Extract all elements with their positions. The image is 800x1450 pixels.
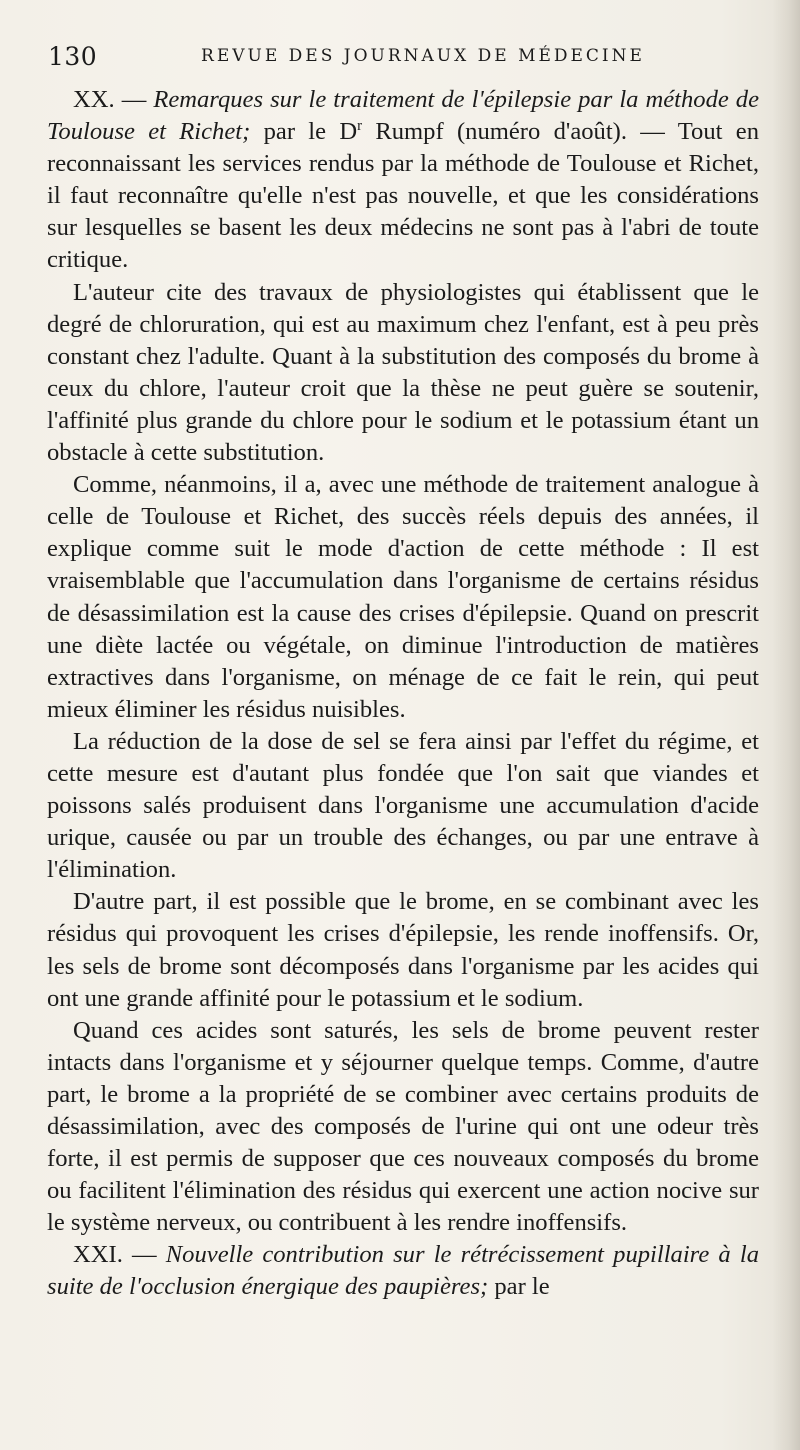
page-gutter-shadow	[772, 0, 800, 1450]
page-number: 130	[48, 42, 98, 71]
paragraph: Comme, néanmoins, il a, avec une méthode de traitement analogue à celle de Toulouse et Richet, des succès réels depuis des années, il explique comme suit le mode d'action de cette méthode : Il est vraisemblable que l'accumulation dans l'organisme de certains résidus de désassimilation est la cause des crises d'épilepsie. Quand on prescrit une diète lactée ou végétale, on diminue l'introduction de matières extractives dans l'organisme, on ménage de ce fait le rein, qui peut mieux éliminer les résidus nuisibles.	[47, 471, 759, 723]
section-title: Remarques sur le traitement de l'épilepsie par la méthode de Toulouse et Richet;	[47, 86, 760, 146]
section-number: XX.	[73, 86, 115, 113]
paragraph: D'autre part, il est possible que le brome, en se combinant avec les résidus qui provoquent les crises d'épilepsie, les rende inoffensifs. Or, les sels de brome sont décomposés dans l'organisme par les acides qui ont une grande affinité pour le potassium et le sodium.	[47, 888, 759, 1012]
running-head: REVUE DES JOURNAUX DE MÉDECINE	[201, 46, 645, 66]
paragraph-xxi	[47, 1239, 759, 1303]
article-body	[47, 84, 759, 1304]
paragraph: L'auteur cite des travaux de physiologistes qui établissent que le degré de chloruration, qui est au maximum chez l'enfant, est à peu près constant chez l'adulte. Quant à la substitution des composés du brome à ceux du chlore, l'auteur croit que la thèse ne peut guère se soutenir, l'affinité plus grande du chlore pour le sodium et le potassium étant un obstacle à cette substitution.	[47, 278, 759, 467]
section-title: Nouvelle contribution sur le rétrécissement pupillaire à la suite de l'occlusion énergique des paupières;	[47, 1241, 759, 1301]
paragraph-xx	[47, 84, 759, 277]
section-number: XXI.	[73, 1241, 123, 1269]
page-header	[48, 42, 758, 72]
paragraph: La réduction de la dose de sel se fera ainsi par l'effet du régime, et cette mesure est d'autant plus fondée que l'on sait que viandes et poissons salés produisent dans l'organisme une accumulation d'acide urique, causée ou par un trouble des échanges, ou par une entrave à l'élimination.	[47, 727, 759, 884]
author-prefix: par le D	[250, 118, 358, 146]
paragraph-text: Rumpf (numéro d'août). — Tout en reconnaissant les services rendus par la méthode de Toulouse et Richet, il faut reconnaître qu'elle n'est pas nouvelle, et que les considérations sur lesquelles se basent les deux médecins ne sont pas à l'abri de toute critique.	[47, 118, 760, 274]
section-dash: —	[114, 86, 154, 113]
section-dash: —	[122, 1241, 166, 1269]
author-title-superscript: r	[357, 117, 363, 134]
paragraph-text: par le	[488, 1273, 550, 1301]
paragraph: Quand ces acides sont saturés, les sels de brome peuvent rester intacts dans l'organisme et y séjourner quelque temps. Comme, d'autre part, le brome a la propriété de se combiner avec certains produits de désassimilation, avec des composés de l'urine qui ont une odeur très forte, il est permis de supposer que ces nouveaux composés du brome ou facilitent l'élimination des résidus qui exercent une action nocive sur le système nerveux, ou contribuent à les rendre inoffensifs.	[47, 1016, 759, 1237]
